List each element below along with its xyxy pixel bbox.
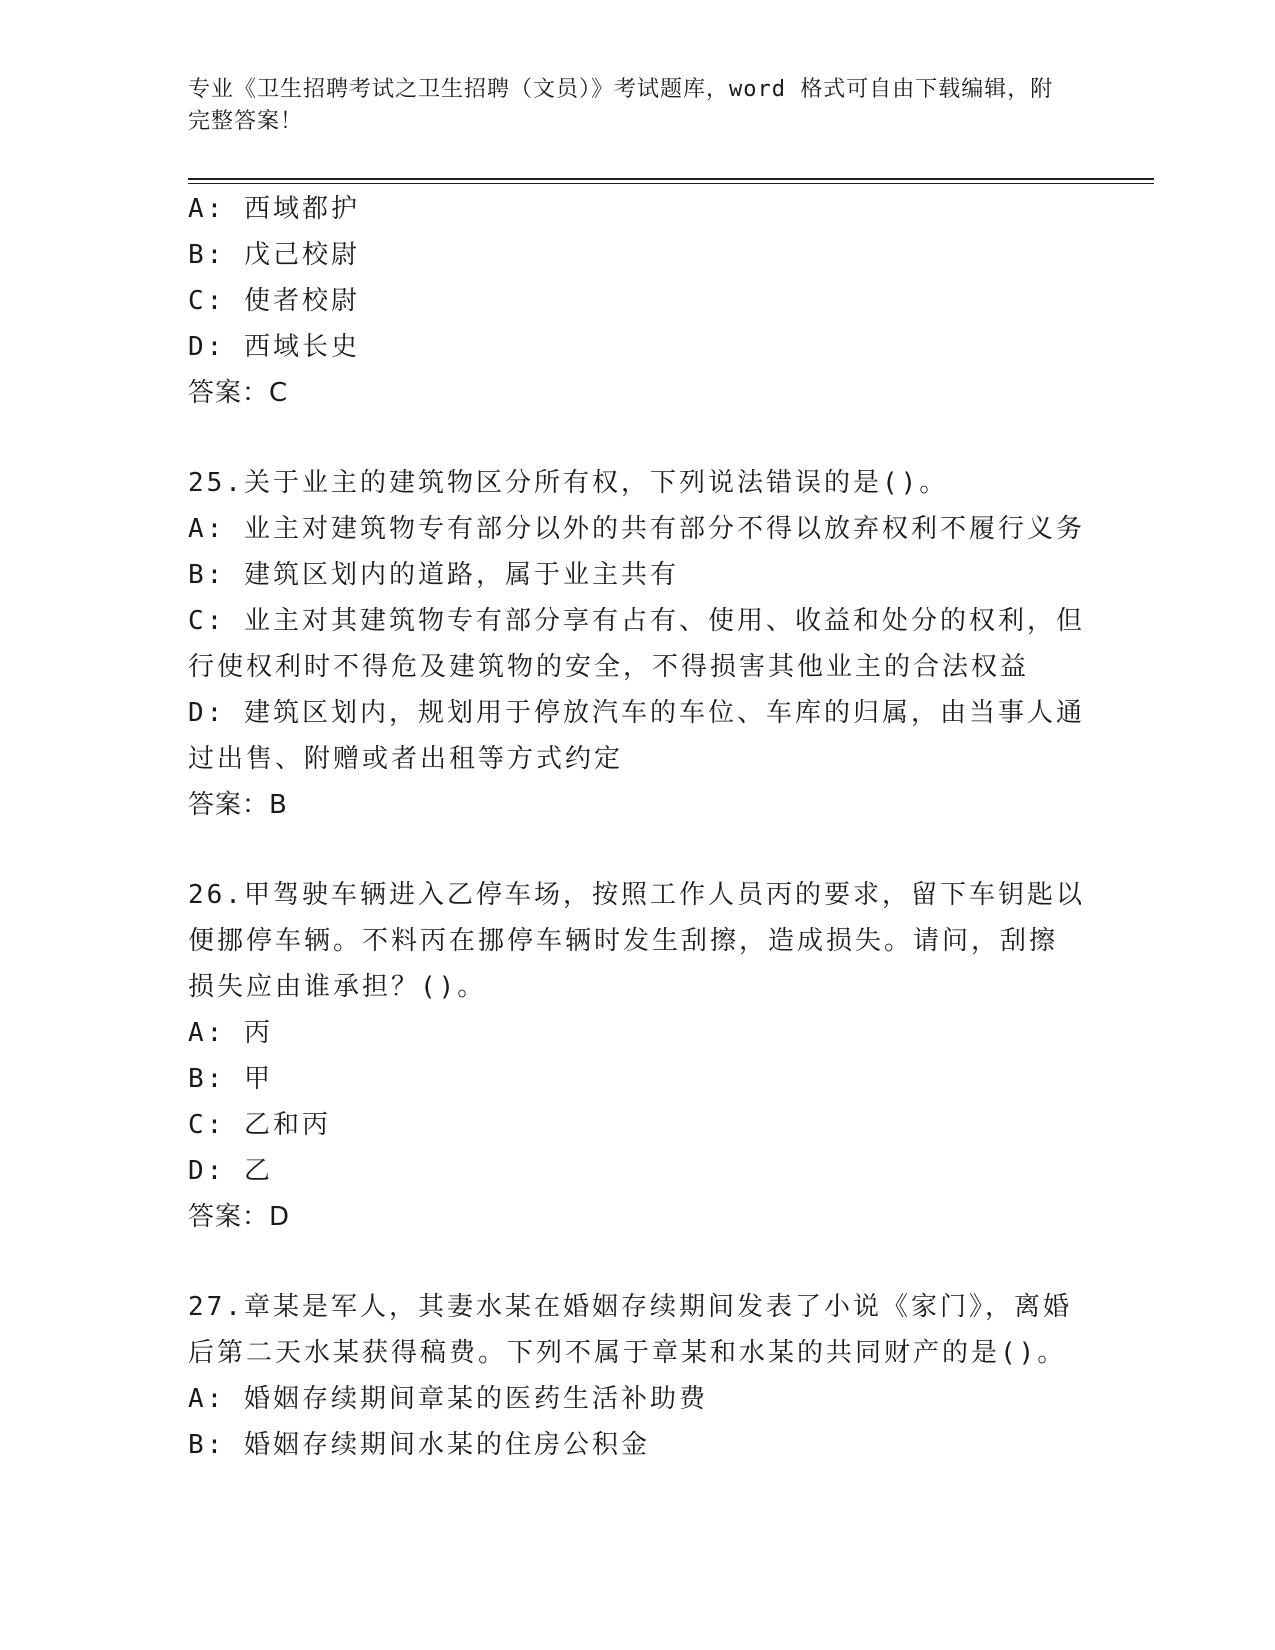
question-26 — [188, 872, 1088, 1240]
question-stem-continued: 便挪停车辆。不料丙在挪停车辆时发生刮擦，造成损失。请问，刮擦 — [188, 926, 1059, 956]
question-list — [188, 186, 1088, 1468]
option-d-continued: 过出售、附赠或者出租等方式约定 — [188, 744, 624, 774]
header-text: 专业《卫生招聘考试之卫生招聘（文员）》考试题库，word 格式可自由下载编辑，附完整答案！ — [188, 77, 1054, 134]
option-c: C: 乙和丙 — [188, 1110, 331, 1140]
option-c: C: 使者校尉 — [188, 286, 360, 316]
question-stem: 25.关于业主的建筑物区分所有权，下列说法错误的是()。 — [188, 468, 949, 498]
answer-line: 答案：C — [188, 378, 289, 408]
question-25 — [188, 460, 1088, 828]
option-b: B: 婚姻存续期间水某的住房公积金 — [188, 1430, 650, 1460]
option-d: D: 西域长史 — [188, 332, 360, 362]
question-27 — [188, 1284, 1088, 1468]
option-c: C: 业主对其建筑物专有部分享有占有、使用、收益和处分的权利，但 — [188, 606, 1085, 636]
option-d: D: 乙 — [188, 1156, 273, 1186]
document-header — [188, 74, 1068, 138]
question-stem-continued: 后第二天水某获得稿费。下列不属于章某和水某的共同财产的是()。 — [188, 1338, 1067, 1368]
question-stem: 26.甲驾驶车辆进入乙停车场，按照工作人员丙的要求，留下车钥匙以 — [188, 880, 1085, 910]
option-b: B: 戊己校尉 — [188, 240, 360, 270]
question-stem-continued: 损失应由谁承担？()。 — [188, 972, 487, 1002]
option-a: A: 西域都护 — [188, 194, 360, 224]
question-24-continued — [188, 186, 1088, 416]
header-divider-thick — [188, 178, 1154, 180]
option-a: A: 业主对建筑物专有部分以外的共有部分不得以放弃权利不履行义务 — [188, 514, 1085, 544]
option-b: B: 建筑区划内的道路，属于业主共有 — [188, 560, 679, 590]
answer-line: 答案：D — [188, 1202, 291, 1232]
option-c-continued: 行使权利时不得危及建筑物的安全，不得损害其他业主的合法权益 — [188, 652, 1030, 682]
option-a: A: 丙 — [188, 1018, 273, 1048]
option-b: B: 甲 — [188, 1064, 273, 1094]
option-a: A: 婚姻存续期间章某的医药生活补助费 — [188, 1384, 708, 1414]
option-d: D: 建筑区划内，规划用于停放汽车的车位、车库的归属，由当事人通 — [188, 698, 1085, 728]
answer-line: 答案：B — [188, 790, 288, 820]
header-divider-thin — [188, 183, 1154, 184]
question-stem: 27.章某是军人，其妻水某在婚姻存续期间发表了小说《家门》，离婚 — [188, 1292, 1072, 1322]
